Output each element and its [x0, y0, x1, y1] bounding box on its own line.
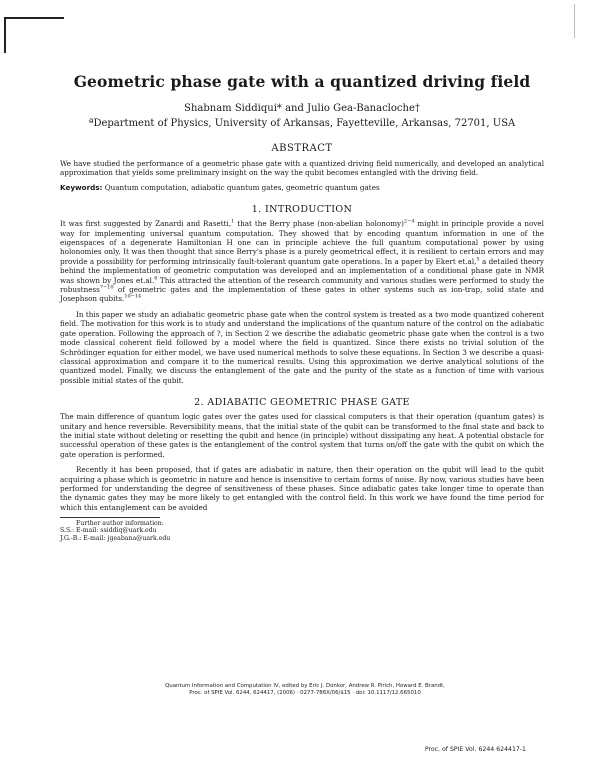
section-2-paragraph-1: The main difference of quantum logic gates over the gates used for classical computers is that their operation (quantum gates) is unitary and hence reversible. Reversibility means, that the initial state of the qubit can be transformed to the final state and back to the initial state without deleting or resetting the qubit and hence (in principle) without dissipating any heat. A potential obstacle for successful operation of these gates is the entanglement of the control system that turns on/off the gate with the qubit on which the gate operation is performed. [60, 412, 544, 459]
intro-text-run: It was first suggested by Zanardi and Rasetti, [60, 219, 232, 229]
keywords-line [60, 183, 544, 192]
footnote-ss-email: S.S.: E-mail: ssiddiq@uark.edu [60, 527, 157, 535]
citation-superscript: 10−14 [124, 294, 142, 301]
crop-mark-top-right-v [574, 4, 575, 38]
keywords-label: Keywords: [60, 182, 103, 192]
footnotes [60, 520, 544, 542]
intro-text-run: of geometric gates and the implementation of these gates in other systems such as ion-trap, solid state and Josephson qubits. [60, 285, 544, 304]
footnote-heading: Further author information: [76, 520, 164, 528]
crop-mark-top-left-h [4, 17, 64, 19]
section-1-heading: 1. INTRODUCTION [251, 204, 353, 216]
footnote-jgb-email: J.G.-B.: E-mail: jgeabana@uark.edu [60, 534, 171, 542]
citation-superscript: 7−10 [99, 284, 114, 291]
crop-mark-top-left-v [4, 17, 6, 53]
page-footer: Proc. of SPIE Vol. 6244 624417-1 [424, 746, 526, 753]
keywords-text: Quantum computation, adiabatic quantum gates, geometric quantum gates [104, 182, 380, 192]
citation-superscript: 1 [231, 218, 235, 225]
citation-superscript: 6 [154, 275, 158, 282]
publication-info-line-1: Quantum Information and Computation IV, edited by Eric J. Donkor, Andrew R. Pirich, Howard E. Brandt, [165, 683, 445, 689]
paper-page [60, 72, 544, 542]
abstract-heading: ABSTRACT [271, 143, 333, 154]
intro-text-run: a detailed theory behind the implementation of geometric computation was developed and an implementation of a conditional phase gate in NMR was shown by Jones et.al. [60, 256, 544, 285]
author-list: Shabnam Siddiqui* and Julio Gea-Banacloche† [184, 103, 420, 114]
intro-text-run: This attracted the attention of the research community and various studies were performed to study the robustness [60, 275, 544, 295]
affiliation: ªDepartment of Physics, University of Arkansas, Fayetteville, Arkansas, 72701, USA [88, 118, 516, 129]
citation-superscript: 5 [476, 256, 480, 263]
paper-title: Geometric phase gate with a quantized driving field [73, 72, 531, 91]
intro-paragraph-2: In this paper we study an adiabatic geometric phase gate when the control system is treated as a two mode quantized coherent field. The motivation for this work is to study and understand the implications of the quantum nature of the control on the adiabatic gate operation. Following the approach of ?, in Section 2 we describe the adiabatic geometric phase gate when the control is a two mode classical coherent field followed by a model where the field is quantized. Since there exists no trivial solution of the Schrödinger equation for either model, we have used numerical methods to solve these equations. In Section 3 we describe a quasi-classical approximation and compare it to the numerical results. Using this approximation we derive analytical solutions of the quantized model. Finally, we discuss the entanglement of the gate and the purity of the state as a function of time with various possible initial states of the qubit. [60, 309, 544, 385]
section-2-heading: 2. ADIABATIC GEOMETRIC PHASE GATE [194, 397, 410, 409]
footnote-rule [60, 517, 160, 518]
publication-info-line-2: Proc. of SPIE Vol. 6244, 624417, (2006) · 0277-786X/06/$15 · doi: 10.1117/12.665010 [189, 689, 421, 696]
abstract-text: We have studied the performance of a geometric phase gate with a quantized driving field numerically, and developed an analytical approximation that yields some preliminary insight on the way the qubit becomes entangled with the driving field. [60, 159, 544, 178]
publication-info [110, 683, 500, 696]
citation-superscript: 2−4 [403, 218, 415, 225]
section-2-paragraph-2: Recently it has been proposed, that if gates are adiabatic in nature, then their operation on the qubit will lead to the qubit acquiring a phase which is geometric in nature and hence is insensitive to certain forms of noise. By now, various studies have been performed for understanding the degree of sensitiveness of these phases. Since adiabatic gates take longer time to operate than the dynamic gates they may be more likely to get entangled with the control field. In this work we have found the time period for which this entanglement can be avoided [60, 465, 544, 512]
intro-text-run: might in principle provide a novel way for implementing universal quantum computation. They showed that by encoding quantum information in one of the eigenspaces of a degenerate Hamiltonian H one can in principle achieve the full quantum computational power by using holonomies only. It was then thought that since Berry's phase is a purely geometrical effect, it is resilient to certain errors and may provide a possibility for performing intrinsically fault-tolerant quantum gate operations. In a paper by Ekert et.al, [60, 219, 544, 266]
intro-text-run: that the Berry phase (non-abelian holonomy) [234, 219, 404, 229]
intro-paragraph-1 [60, 219, 544, 304]
